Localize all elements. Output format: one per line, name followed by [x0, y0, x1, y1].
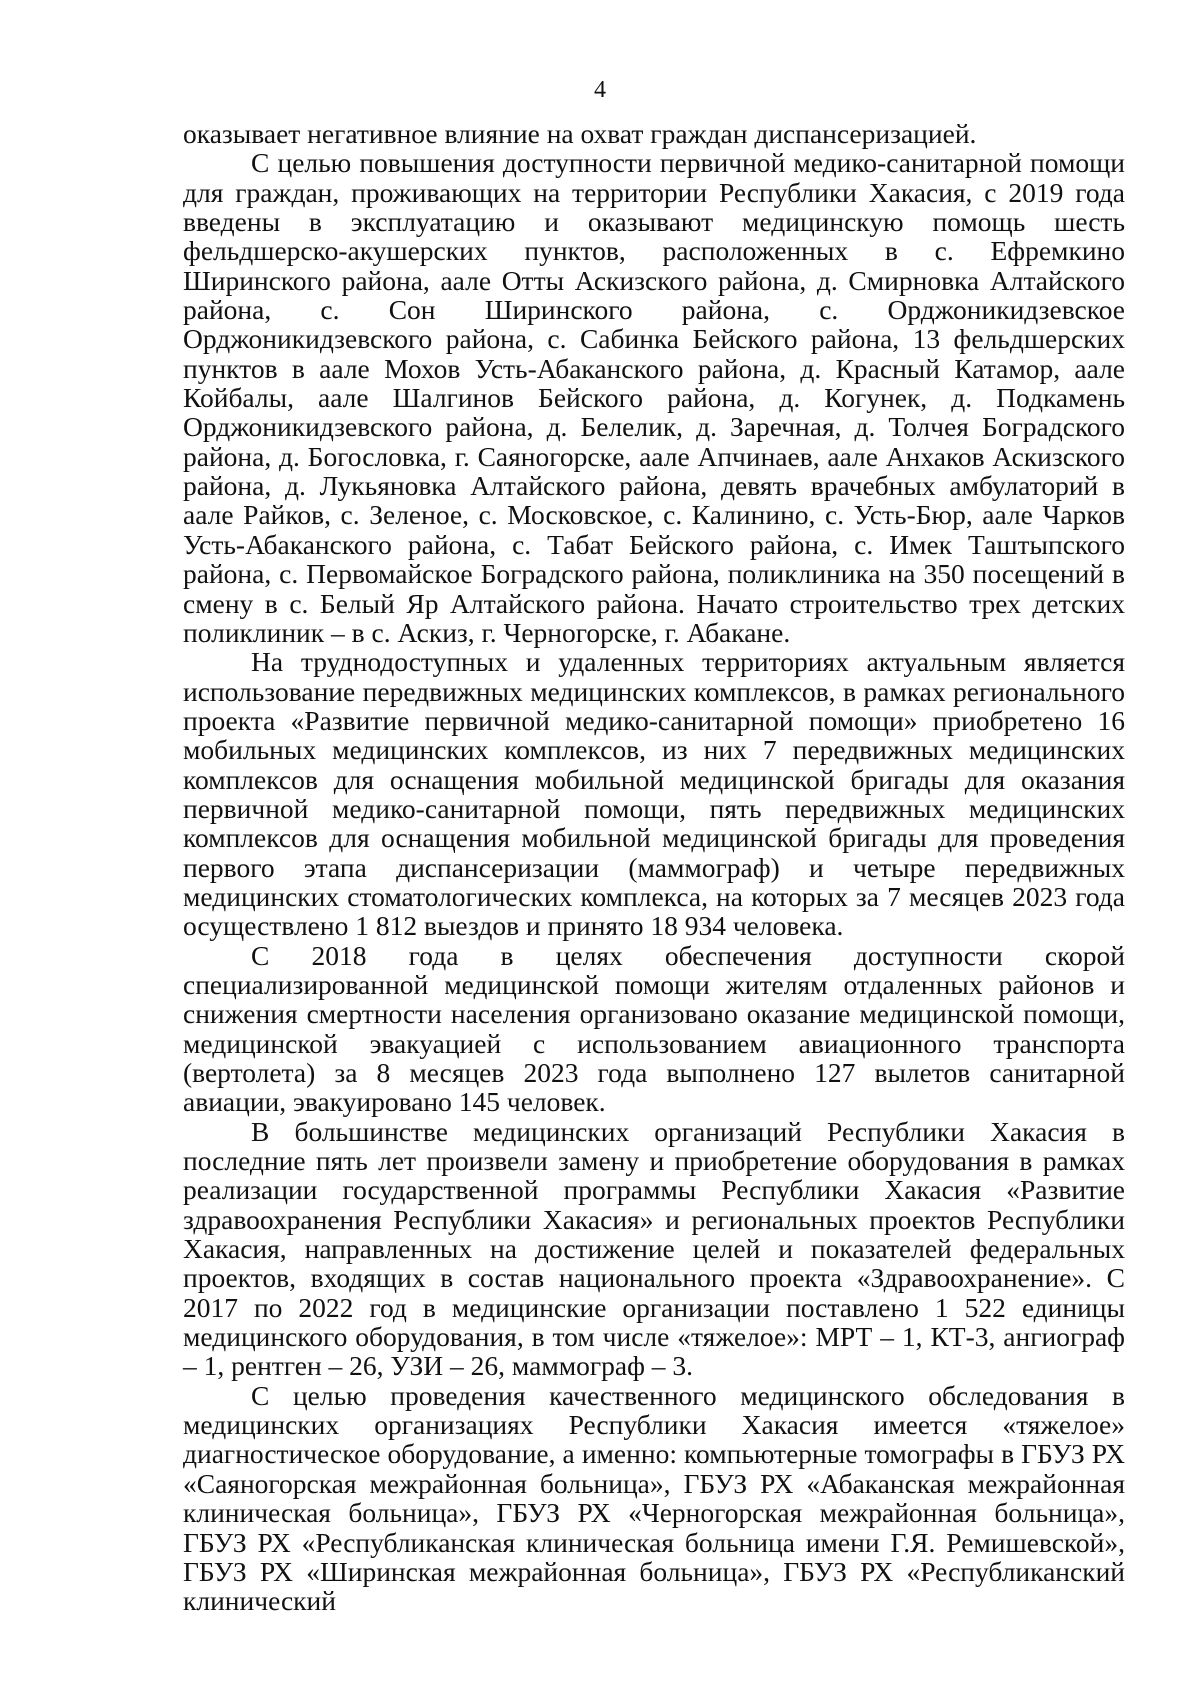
paragraph-diagnostic-equipment: С целью проведения качественного медицинского обследования в медицинских организациях Республики Хакасия имеется «тяжелое» диагностическое оборудование, а именно: компьютерные томографы в ГБУЗ РХ «Саяногорская межрайонная больница», ГБУЗ РХ «Абаканская межрайонная клиническая больница», ГБУЗ РХ «Черногорская межрайонная больница», ГБУЗ РХ «Республиканская клиническая больница имени Г.Я. Ремишевской», ГБУЗ РХ «Ширинская межрайонная больница», ГБУЗ РХ «Республиканский клинический	[183, 1379, 1125, 1617]
page-number: 4	[594, 77, 606, 103]
paragraph-primary-care-facilities: С целью повышения доступности первичной медико-санитарной помощи для граждан, проживающих на территории Республики Хакасия, с 2019 года введены в эксплуатацию и оказывают медицинскую помощь шесть фельдшерско-акушерских пунктов, расположенных в с. Ефремкино Ширинского района, аале Отты Аскизского района, д. Смирновка Алтайского района, с. Сон Ширинского района, с. Орджоникидзевское Орджоникидзевского района, с. Сабинка Бейского района, 13 фельдшерских пунктов в аале Мохов Усть-Абаканского района, д. Красный Катамор, аале Койбалы, аале Шалгинов Бейского района, д. Когунек, д. Подкамень Орджоникидзевского района, д. Белелик, д. Заречная, д. Толчея Боградского района, д. Богословка, г. Саяногорске, аале Апчинаев, аале Анхаков Аскизского района, д. Лукьяновка Алтайского района, девять врачебных амбулаторий в аале Райков, с. Зеленое, с. Московское, с. Калинино, с. Усть-Бюр, аале Чарков Усть-Абаканского района, с. Табат Бейского района, с. Имек Таштыпского района, с. Первомайское Боградского района, поликлиника на 350 посещений в смену в с. Белый Яр Алтайского района. Начато строительство трех детских поликлиник – в с. Аскиз, г. Черногорске, г. Абакане.	[183, 147, 1125, 648]
paragraph-continuation: оказывает негативное влияние на охват граждан диспансеризацией.	[183, 118, 977, 149]
paragraph-air-ambulance: С 2018 года в целях обеспечения доступности скорой специализированной медицинской помощи жителям отдаленных районов и снижения смертности населения организовано оказание медицинской помощи, медицинской эвакуацией с использованием авиационного транспорта (вертолета) за 8 месяцев 2023 года выполнено 127 вылетов санитарной авиации, эвакуировано 145 человек.	[183, 939, 1125, 1118]
document-body	[183, 119, 1125, 1616]
paragraph-mobile-medical-complexes: На труднодоступных и удаленных территориях актуальным является использование передвижных медицинских комплексов, в рамках регионального проекта «Развитие первичной медико-санитарной помощи» приобретено 16 мобильных медицинских комплексов, из них 7 передвижных медицинских комплексов для оснащения мобильной медицинской бригады для оказания первичной медико-санитарной помощи, пять передвижных медицинских комплексов для оснащения мобильной медицинской бригады для проведения первого этапа диспансеризации (маммограф) и четыре передвижных медицинских стоматологических комплекса, на которых за 7 месяцев 2023 года осуществлено 1 812 выездов и принято 18 934 человека.	[183, 646, 1125, 942]
paragraph-equipment-replacement: В большинстве медицинских организаций Республики Хакасия в последние пять лет произвели замену и приобретение оборудования в рамках реализации государственной программы Республики Хакасия «Развитие здравоохранения Республики Хакасия» и региональных проектов Республики Хакасия, направленных на достижение целей и показателей федеральных проектов, входящих в состав национального проекта «Здравоохранение». С 2017 по 2022 год в медицинские организации поставлено 1 522 единицы медицинского оборудования, в том числе «тяжелое»: МРТ – 1, КТ-3, ангиограф – 1, рентген – 26, УЗИ – 26, маммограф – 3.	[183, 1115, 1125, 1382]
